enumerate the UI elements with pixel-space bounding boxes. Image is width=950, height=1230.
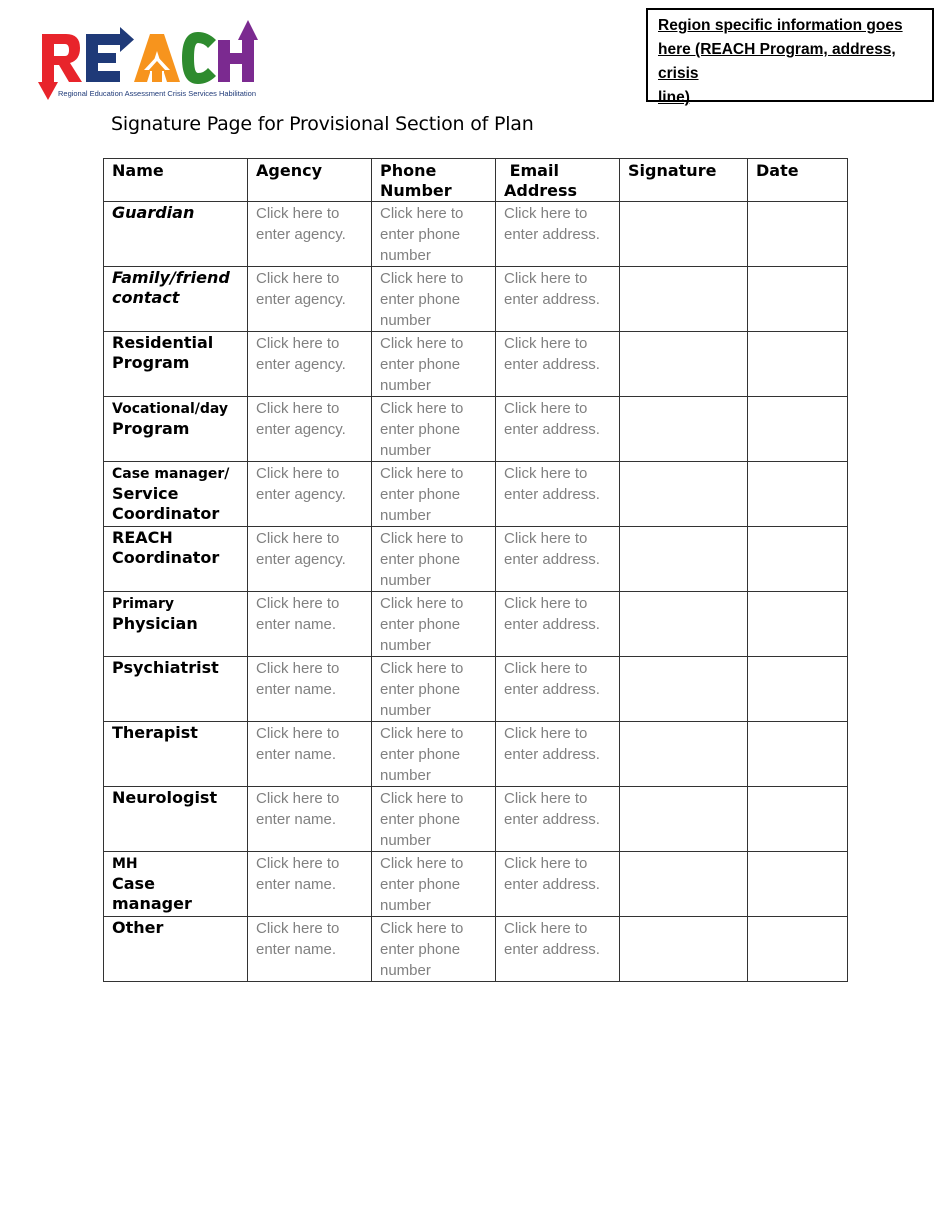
signature-table [103,158,848,982]
role-label: Psychiatrist [112,658,219,677]
phone-field[interactable]: Click here to enter phone number [372,527,496,592]
agency-field[interactable]: Click here to enter name. [248,592,372,657]
phone-field[interactable]: Click here to enter phone number [372,202,496,267]
email-field[interactable]: Click here to enter address. [496,917,620,982]
phone-field[interactable]: Click here to enter phone number [372,397,496,462]
agency-field[interactable]: Click here to enter agency. [248,267,372,332]
email-field[interactable]: Click here to enter address. [496,202,620,267]
date-cell[interactable] [748,722,848,787]
table-row [104,332,848,397]
signature-cell[interactable] [620,202,748,267]
role-label: Coordinator [112,548,220,567]
role-label: REACH [112,528,173,547]
role-cell [104,462,248,527]
phone-field[interactable]: Click here to enter phone number [372,462,496,527]
agency-field[interactable]: Click here to enter agency. [248,397,372,462]
email-field[interactable]: Click here to enter address. [496,527,620,592]
reach-logo-graphic [36,18,260,102]
page-title: Signature Page for Provisional Section of Plan [111,113,534,135]
phone-field[interactable]: Click here to enter phone number [372,332,496,397]
logo-down-arrow [38,82,58,100]
role-cell [104,917,248,982]
phone-field[interactable]: Click here to enter phone number [372,592,496,657]
header-name: Name [104,159,248,202]
header-phone: Phone Number [372,159,496,202]
table-header-row [104,159,848,202]
signature-cell[interactable] [620,267,748,332]
role-cell [104,332,248,397]
signature-cell[interactable] [620,332,748,397]
signature-cell[interactable] [620,527,748,592]
phone-field[interactable]: Click here to enter phone number [372,787,496,852]
email-field[interactable]: Click here to enter address. [496,657,620,722]
email-field[interactable]: Click here to enter address. [496,852,620,917]
logo-letter-h [218,40,254,82]
role-label: Case manager [112,874,192,913]
role-cell [104,657,248,722]
region-info-line-3: line) [658,89,690,106]
date-cell[interactable] [748,397,848,462]
table-row [104,722,848,787]
logo-tagline: Regional Education Assessment Crisis Services Habilitation [58,89,256,98]
date-cell[interactable] [748,332,848,397]
role-cell [104,722,248,787]
role-label: Case manager/ [112,466,230,482]
email-field[interactable]: Click here to enter address. [496,592,620,657]
logo-letter-r [42,34,82,82]
role-label: Other [112,918,164,937]
agency-field[interactable]: Click here to enter agency. [248,462,372,527]
email-field[interactable]: Click here to enter address. [496,397,620,462]
date-cell[interactable] [748,852,848,917]
phone-field[interactable]: Click here to enter phone number [372,267,496,332]
table-row [104,657,848,722]
logo-letter-c [182,32,216,84]
email-field[interactable]: Click here to enter address. [496,267,620,332]
role-label: contact [112,288,180,307]
logo-letter-e [86,34,120,82]
date-cell[interactable] [748,592,848,657]
logo-right-arrow [120,27,134,52]
email-field[interactable]: Click here to enter address. [496,722,620,787]
role-label: Neurologist [112,788,218,807]
email-field[interactable]: Click here to enter address. [496,787,620,852]
table-row [104,527,848,592]
date-cell[interactable] [748,787,848,852]
agency-field[interactable]: Click here to enter name. [248,722,372,787]
date-cell[interactable] [748,657,848,722]
table-row [104,202,848,267]
agency-field[interactable]: Click here to enter agency. [248,527,372,592]
signature-cell[interactable] [620,917,748,982]
header-signature: Signature [620,159,748,202]
phone-field[interactable]: Click here to enter phone number [372,917,496,982]
role-cell [104,527,248,592]
table-row [104,267,848,332]
logo-h-arrow [238,20,258,40]
table-row [104,787,848,852]
role-label: Primary [112,596,175,612]
agency-field[interactable]: Click here to enter name. [248,787,372,852]
role-label: Service [112,484,179,503]
date-cell[interactable] [748,527,848,592]
role-cell [104,267,248,332]
role-label: Residential [112,333,214,352]
date-cell[interactable] [748,202,848,267]
role-cell [104,852,248,917]
role-label: Family/friend [112,268,230,287]
date-cell[interactable] [748,267,848,332]
date-cell[interactable] [748,917,848,982]
signature-cell[interactable] [620,722,748,787]
role-label: Program [112,353,190,372]
region-info-box [646,8,934,106]
role-label: Coordinator [112,504,220,523]
signature-cell[interactable] [620,397,748,462]
phone-field[interactable]: Click here to enter phone number [372,852,496,917]
signature-cell[interactable] [620,462,748,527]
role-label: Therapist [112,723,198,742]
table-row [104,917,848,982]
signature-cell[interactable] [620,852,748,917]
agency-field[interactable]: Click here to enter agency. [248,202,372,267]
table-row [104,397,848,462]
table-row [104,592,848,657]
phone-field[interactable]: Click here to enter phone number [372,722,496,787]
agency-field[interactable]: Click here to enter agency. [248,332,372,397]
role-label: Program [112,419,190,438]
email-field[interactable]: Click here to enter address. [496,332,620,397]
role-cell [104,397,248,462]
agency-field[interactable]: Click here to enter name. [248,657,372,722]
role-cell [104,787,248,852]
role-cell [104,592,248,657]
role-label: Physician [112,614,198,633]
agency-field[interactable]: Click here to enter name. [248,917,372,982]
signature-cell[interactable] [620,787,748,852]
date-cell[interactable] [748,462,848,527]
role-label: Vocational/day [112,401,229,417]
signature-cell[interactable] [620,592,748,657]
role-label: MH [112,856,138,872]
table-row [104,852,848,917]
reach-logo [36,18,260,102]
email-field[interactable]: Click here to enter address. [496,462,620,527]
table-row [104,462,848,527]
agency-field[interactable]: Click here to enter name. [248,852,372,917]
header-agency: Agency [248,159,372,202]
region-info-line-1: Region specific information goes [658,17,903,34]
header-date: Date [748,159,848,202]
phone-field[interactable]: Click here to enter phone number [372,657,496,722]
role-cell [104,202,248,267]
signature-cell[interactable] [620,657,748,722]
region-info-line-2: here (REACH Program, address, crisis [658,41,896,82]
role-label: Guardian [112,203,195,222]
header-email: Email Address [496,159,620,202]
